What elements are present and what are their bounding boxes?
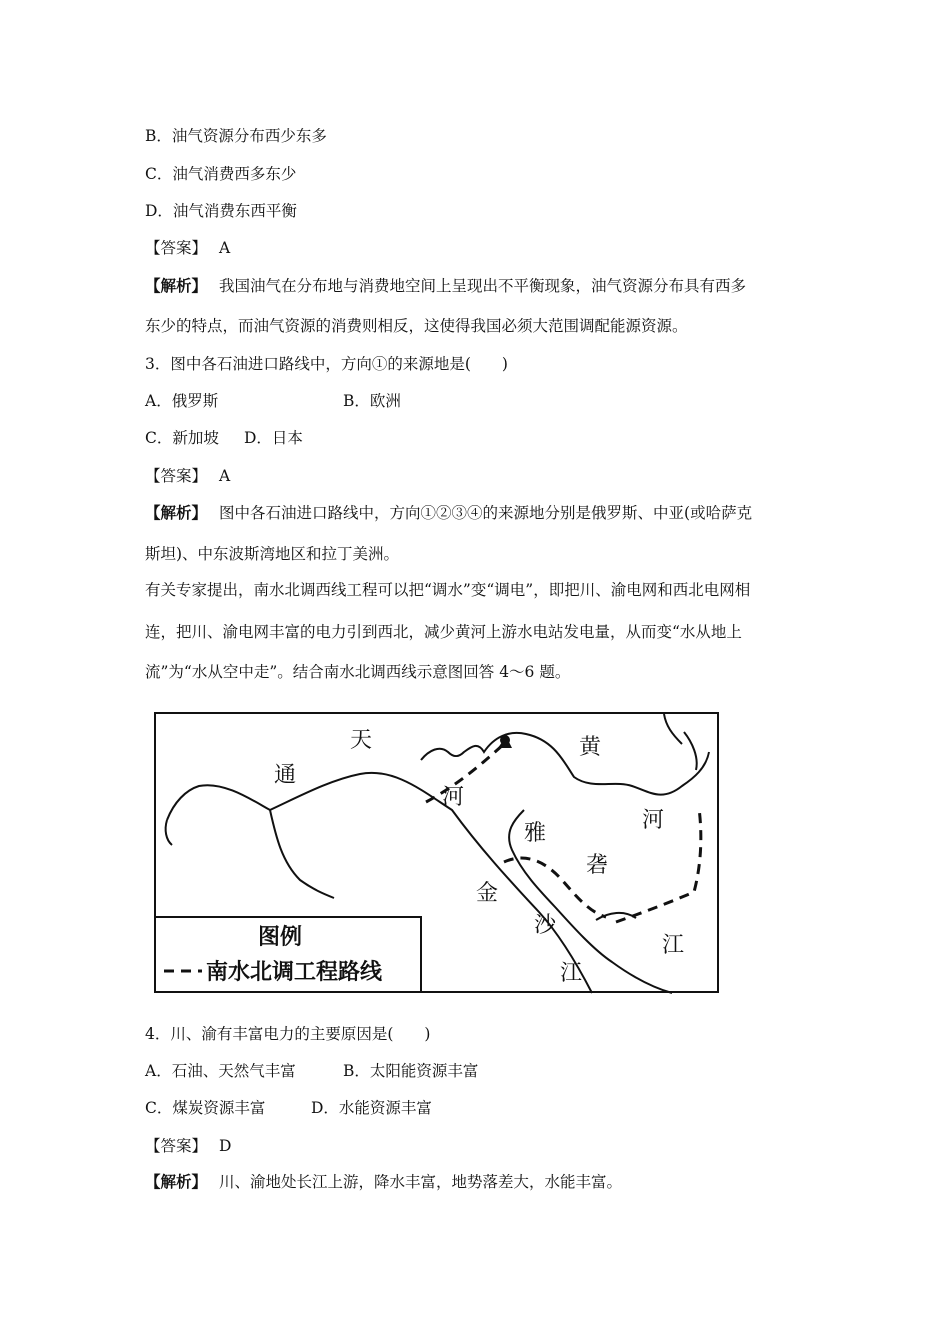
- q4-option-c: C．煤炭资源丰富: [145, 1099, 266, 1117]
- map-label-ya: 雅: [524, 821, 547, 846]
- map-label-sha: 沙: [534, 913, 557, 938]
- q2-answer-tag: 【答案】: [145, 239, 208, 257]
- map-label-huang: 黄: [579, 735, 602, 760]
- q2-analysis-line-1: 我国油气在分布地与消费地空间上呈现出不平衡现象，油气资源分布具有西多: [219, 277, 747, 295]
- q3-analysis-tag: 【解析】: [145, 503, 208, 522]
- q4-option-a: A．石油、天然气丰富: [145, 1062, 296, 1080]
- map-label-jin: 金: [476, 881, 499, 906]
- q3-option-d: D．日本: [244, 429, 303, 447]
- south-north-water-diversion-map: [154, 712, 720, 994]
- map-label-jiang-right: 江: [662, 933, 685, 958]
- map-legend-item: 南水北调工程路线: [206, 960, 383, 985]
- q3-option-a: A．俄罗斯: [145, 392, 219, 410]
- map-label-jiang-left: 江: [560, 961, 583, 986]
- q3-answer-tag: 【答案】: [145, 467, 208, 485]
- map-label-long: 砻: [586, 853, 609, 878]
- q3-stem: 3．图中各石油进口路线中，方向①的来源地是( ): [145, 355, 508, 373]
- q4-answer-row: [145, 1136, 231, 1156]
- passage-line-2: 连，把川、渝电网丰富的电力引到西北，减少黄河上游水电站发电量，从而变“水从地上: [145, 623, 742, 641]
- map-label-tong: 通: [274, 763, 297, 788]
- q4-analysis-line-1: 川、渝地处长江上游，降水丰富，地势落差大，水能丰富。: [219, 1173, 623, 1191]
- q2-answer-row: [145, 238, 230, 258]
- q3-analysis-line-2: 斯坦)、中东波斯湾地区和拉丁美洲。: [145, 545, 400, 563]
- q3-answer: A: [219, 467, 231, 485]
- map-label-he-left: 河: [442, 785, 465, 810]
- q2-answer: A: [219, 239, 231, 257]
- q2-analysis-row: [145, 276, 746, 296]
- q3-analysis-row: [145, 503, 752, 523]
- q4-options-ab: [145, 1061, 478, 1081]
- q3-option-b: B．欧洲: [343, 392, 401, 410]
- q4-analysis-row: [145, 1172, 622, 1192]
- q3-options-ab: [145, 391, 401, 411]
- map-legend-title: 图例: [258, 925, 303, 950]
- q4-option-d: D．水能资源丰富: [311, 1099, 432, 1117]
- q3-analysis-line-1: 图中各石油进口路线中，方向①②③④的来源地分别是俄罗斯、中亚(或哈萨克: [219, 504, 753, 522]
- q4-answer-tag: 【答案】: [145, 1137, 208, 1155]
- q2-option-d: D．油气消费东西平衡: [145, 202, 297, 220]
- q4-analysis-tag: 【解析】: [145, 1172, 208, 1191]
- q2-option-b: B．油气资源分布西少东多: [145, 127, 327, 145]
- q2-analysis-line-2: 东少的特点，而油气资源的消费则相反，这使得我国必须大范围调配能源资源。: [145, 317, 688, 335]
- q3-option-c: C．新加坡: [145, 429, 219, 447]
- q2-analysis-tag: 【解析】: [145, 276, 208, 295]
- q4-stem: 4．川、渝有丰富电力的主要原因是( ): [145, 1025, 431, 1043]
- passage-line-1: 有关专家提出，南水北调西线工程可以把“调水”变“调电”，即把川、渝电网和西北电网相: [145, 581, 751, 599]
- q2-option-c: C．油气消费西多东少: [145, 165, 297, 183]
- map-label-tian: 天: [350, 728, 373, 753]
- q3-answer-row: [145, 466, 230, 486]
- q4-answer: D: [219, 1137, 232, 1155]
- q4-options-cd: [145, 1098, 432, 1118]
- map-label-he-right: 河: [642, 808, 665, 833]
- passage-line-3: 流”为“水从空中走”。结合南水北调西线示意图回答 4～6 题。: [145, 663, 571, 681]
- q4-option-b: B．太阳能资源丰富: [343, 1062, 479, 1080]
- q3-options-cd: [145, 428, 303, 448]
- dam-marker-dot: [500, 735, 510, 745]
